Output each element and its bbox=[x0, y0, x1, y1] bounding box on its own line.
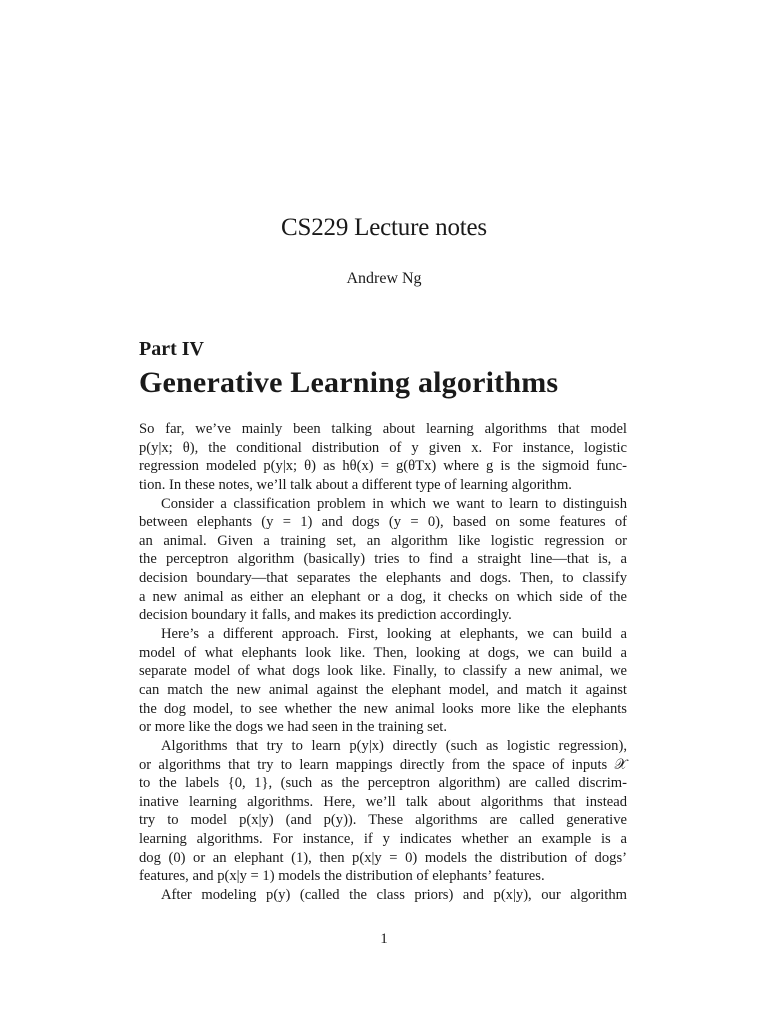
body-line: Here’s a different approach. First, looking at elephants, we can build a bbox=[161, 626, 627, 643]
body-line: an animal. Given a training set, an algorithm like logistic regression or bbox=[139, 532, 627, 549]
body-line: regression modeled p(y|x; θ) as hθ(x) = g(θTx) where g is the sigmoid func- bbox=[139, 458, 627, 475]
part-label: Part IV bbox=[139, 338, 204, 360]
body-line: to the labels {0, 1}, (such as the perceptron algorithm) are called discrim- bbox=[139, 775, 627, 792]
body-line: the perceptron algorithm (basically) tries to find a straight line—that is, a bbox=[139, 551, 627, 568]
part-title: Generative Learning algorithms bbox=[139, 366, 559, 399]
body-line: tion. In these notes, we’ll talk about a different type of learning algorithm. bbox=[139, 476, 572, 493]
body-line: model of what elephants look like. Then, looking at dogs, we can build a bbox=[139, 644, 627, 661]
body-line: inative learning algorithms. Here, we’ll talk about algorithms that instead bbox=[139, 793, 627, 810]
body-line: p(y|x; θ), the conditional distribution of y given x. For instance, logistic bbox=[139, 439, 627, 456]
body-line: decision boundary it falls, and makes its prediction accordingly. bbox=[139, 607, 512, 624]
document-author: Andrew Ng bbox=[346, 270, 422, 287]
body-line: Algorithms that try to learn p(y|x) directly (such as logistic regression), bbox=[161, 737, 627, 754]
body-line: separate model of what dogs look like. Finally, to classify a new animal, we bbox=[139, 663, 627, 680]
body-line: After modeling p(y) (called the class priors) and p(x|y), our algorithm bbox=[161, 887, 627, 904]
body-line: dog (0) or an elephant (1), then p(x|y = 0) models the distribution of dogs’ bbox=[139, 849, 627, 866]
body-line: between elephants (y = 1) and dogs (y = 0), based on some features of bbox=[139, 514, 627, 531]
body-line: So far, we’ve mainly been talking about learning algorithms that model bbox=[139, 421, 627, 437]
body-text bbox=[139, 420, 627, 905]
page-number: 1 bbox=[380, 931, 388, 947]
document-title: CS229 Lecture notes bbox=[281, 214, 487, 241]
body-line: the dog model, to see whether the new animal looks more like the elephants bbox=[139, 700, 627, 717]
body-line: or algorithms that try to learn mappings directly from the space of inputs 𝒳 bbox=[139, 756, 627, 773]
body-line: Consider a classification problem in which we want to learn to distinguish bbox=[161, 495, 627, 512]
body-line: decision boundary—that separates the elephants and dogs. Then, to classify bbox=[139, 570, 627, 587]
body-line: features, and p(x|y = 1) models the distribution of elephants’ features. bbox=[139, 868, 545, 885]
body-line: try to model p(x|y) (and p(y)). These algorithms are called generative bbox=[139, 812, 627, 829]
body-line: can match the new animal against the elephant model, and match it against bbox=[139, 681, 627, 698]
body-line: or more like the dogs we had seen in the training set. bbox=[139, 719, 448, 736]
body-line: learning algorithms. For instance, if y indicates whether an example is a bbox=[139, 831, 627, 848]
body-line: a new animal as either an elephant or a dog, it checks on which side of the bbox=[139, 588, 627, 605]
